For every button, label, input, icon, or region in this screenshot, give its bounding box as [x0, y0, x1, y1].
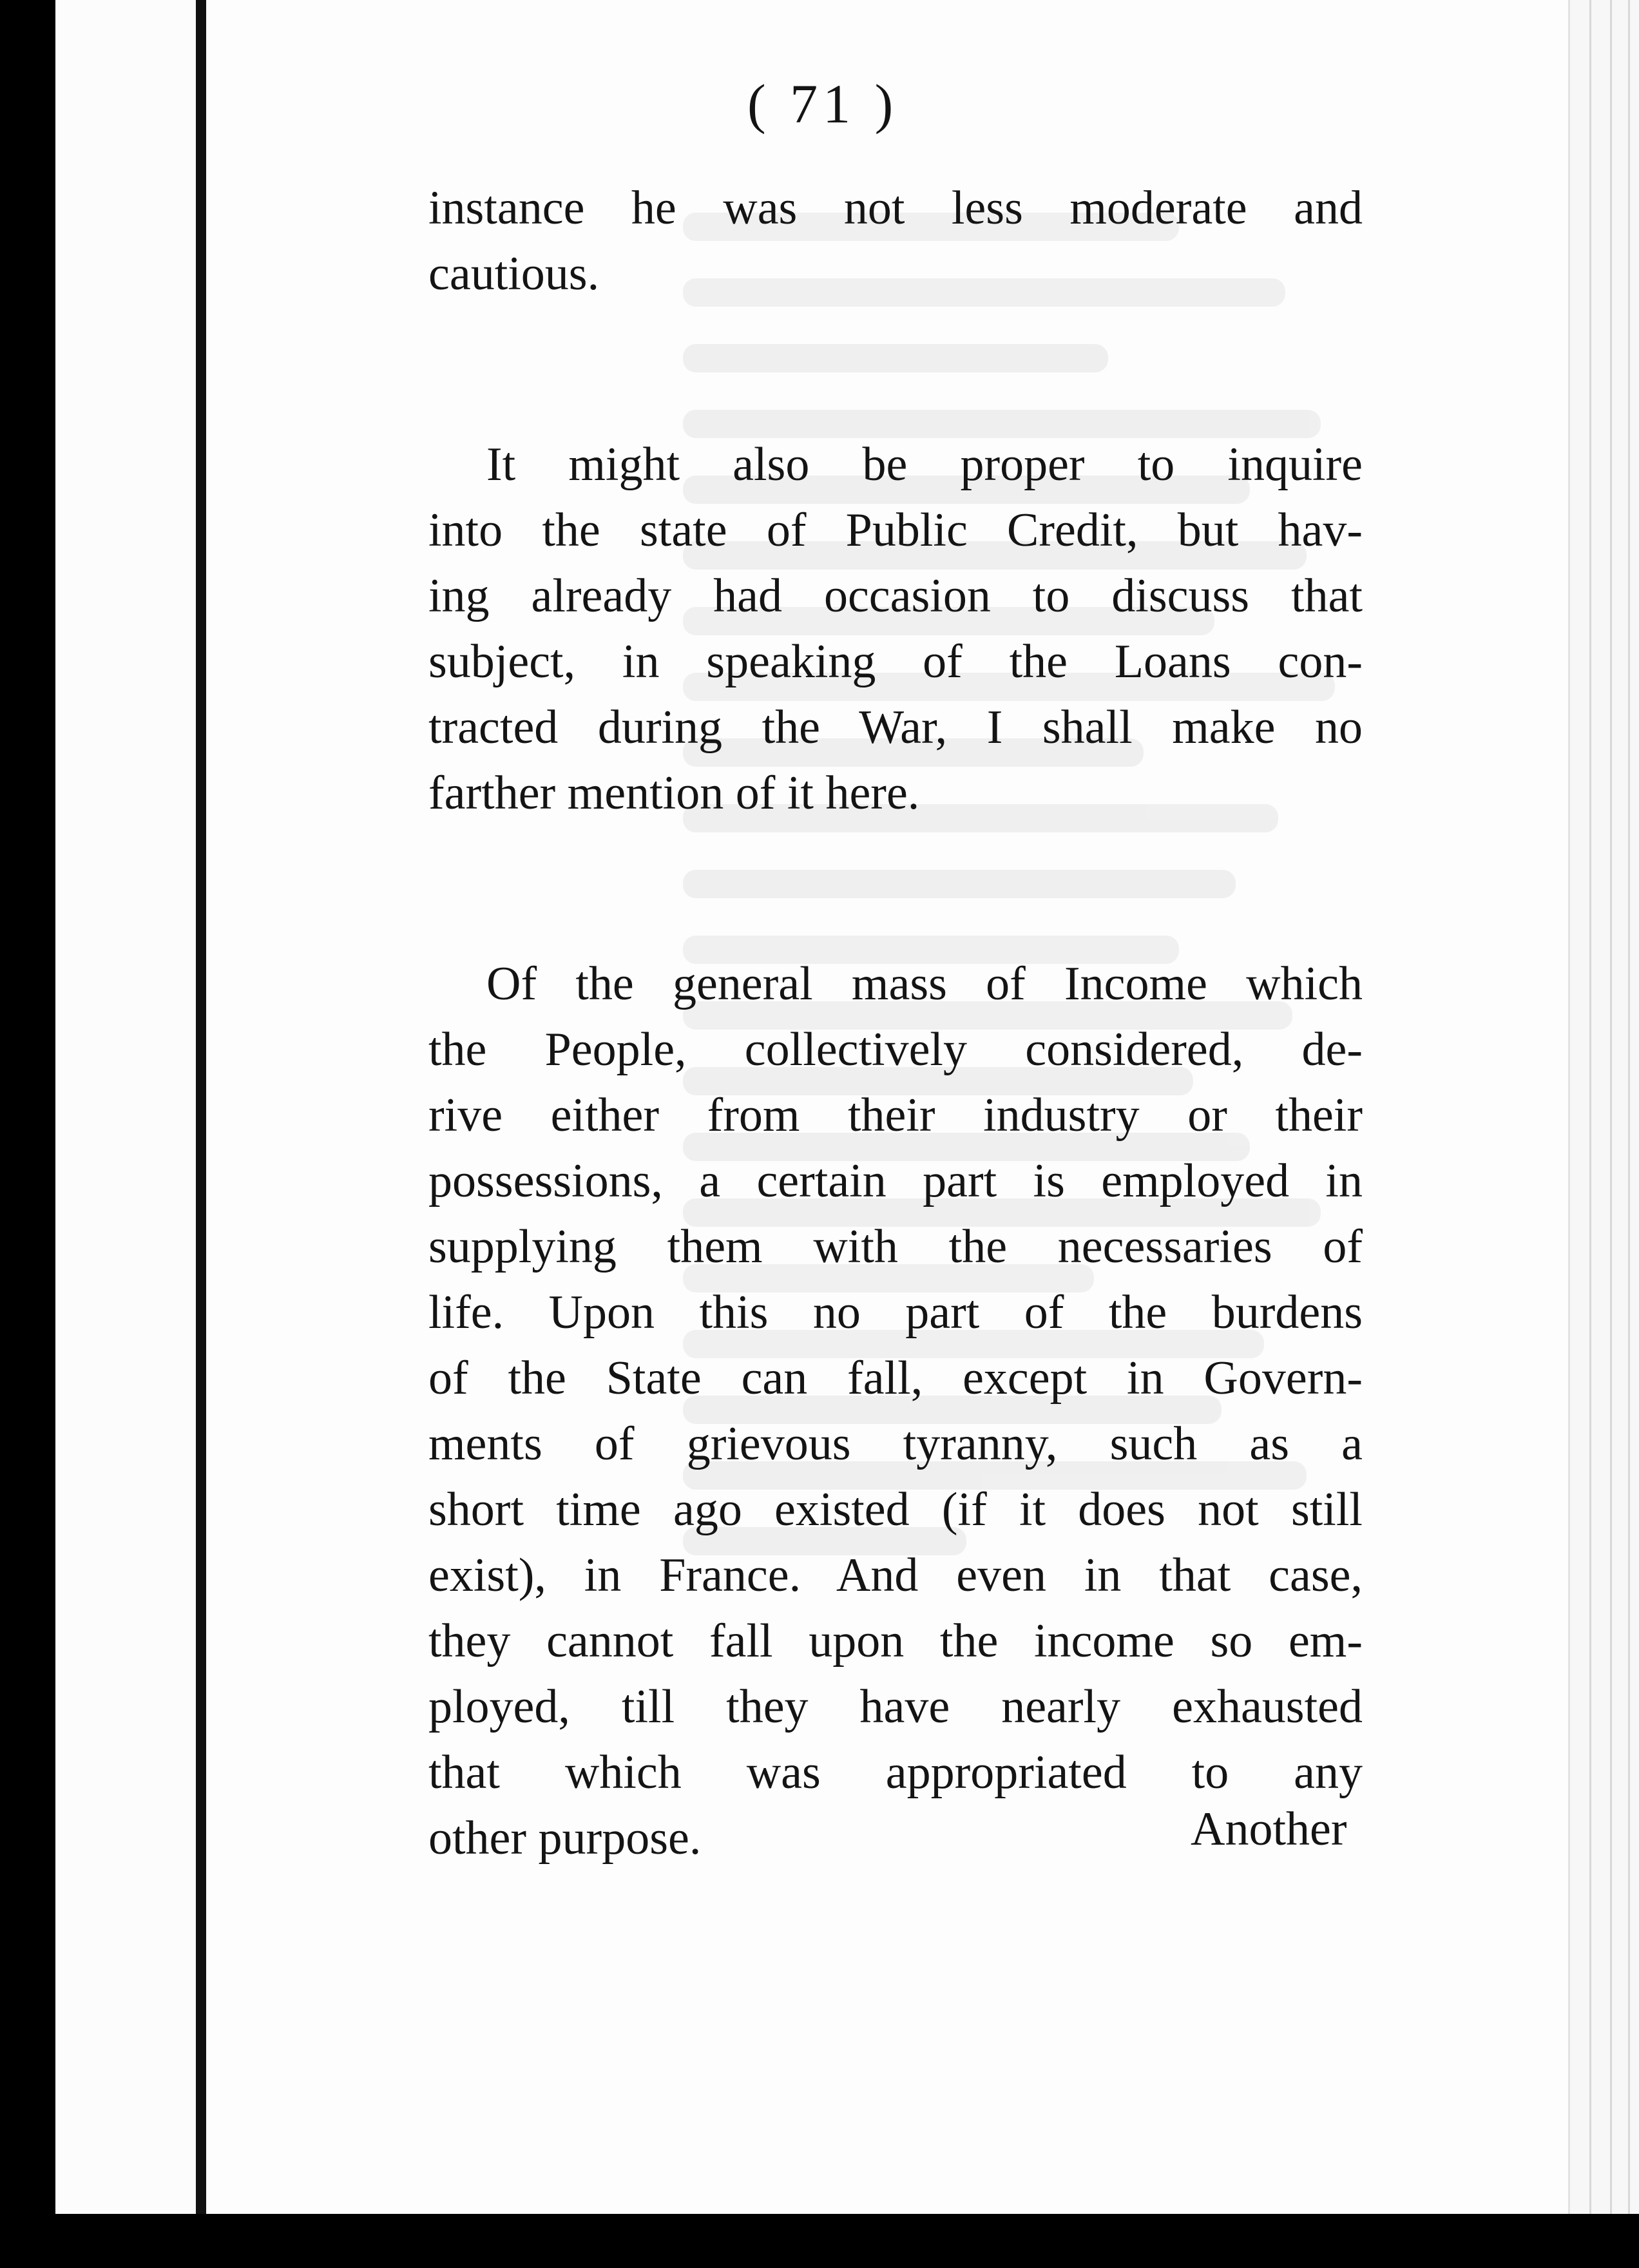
binding-shadow	[0, 0, 55, 2268]
text-line: Of the general mass of Income which	[486, 957, 1363, 1010]
text-line: other purpose.	[428, 1812, 702, 1865]
text-line: the People, collectively considered, de-	[428, 1023, 1363, 1076]
text-line: ployed, till they have nearly exhausted	[428, 1680, 1363, 1733]
catchword: Another	[1191, 1803, 1347, 1856]
text-line: It might also be proper to inquire	[486, 438, 1363, 491]
text-line: subject, in speaking of the Loans con-	[428, 635, 1363, 688]
paragraph-3	[428, 951, 1363, 1871]
text-line: ments of grievous tyranny, such as a	[428, 1418, 1363, 1470]
text-line: life. Upon this no part of the burdens	[428, 1286, 1363, 1339]
scan-border-bottom	[0, 2214, 1639, 2268]
text-line: rive either from their industry or their	[428, 1089, 1363, 1142]
paragraph-1	[428, 175, 1363, 307]
text-line: possessions, a certain part is employed in	[428, 1155, 1363, 1207]
text-line: instance he was not less moderate and	[428, 182, 1363, 235]
text-line: ing already had occasion to discuss that	[428, 570, 1363, 622]
text-line: of the State can fall, except in Govern-	[428, 1352, 1363, 1405]
previous-page-edge	[55, 0, 198, 2214]
text-line: they cannot fall upon the income so em-	[428, 1615, 1363, 1667]
text-line: supplying them with the necessaries of	[428, 1220, 1363, 1273]
text-line: farther mention of it here.	[428, 767, 920, 820]
text-line: short time ago existed (if it does not still	[428, 1483, 1363, 1536]
text-line: exist), in France. And even in that case,	[428, 1549, 1363, 1602]
gutter	[196, 0, 206, 2214]
paragraph-2	[428, 432, 1363, 826]
text-line: tracted during the War, I shall make no	[428, 701, 1363, 754]
page-edges-right	[1568, 0, 1639, 2214]
text-line: cautious.	[428, 247, 600, 300]
text-line: into the state of Public Credit, but hav-	[428, 504, 1363, 557]
text-line: that which was appropriated to any	[428, 1746, 1363, 1799]
page-number: ( 71 )	[747, 73, 899, 135]
body-text	[428, 175, 1363, 1871]
